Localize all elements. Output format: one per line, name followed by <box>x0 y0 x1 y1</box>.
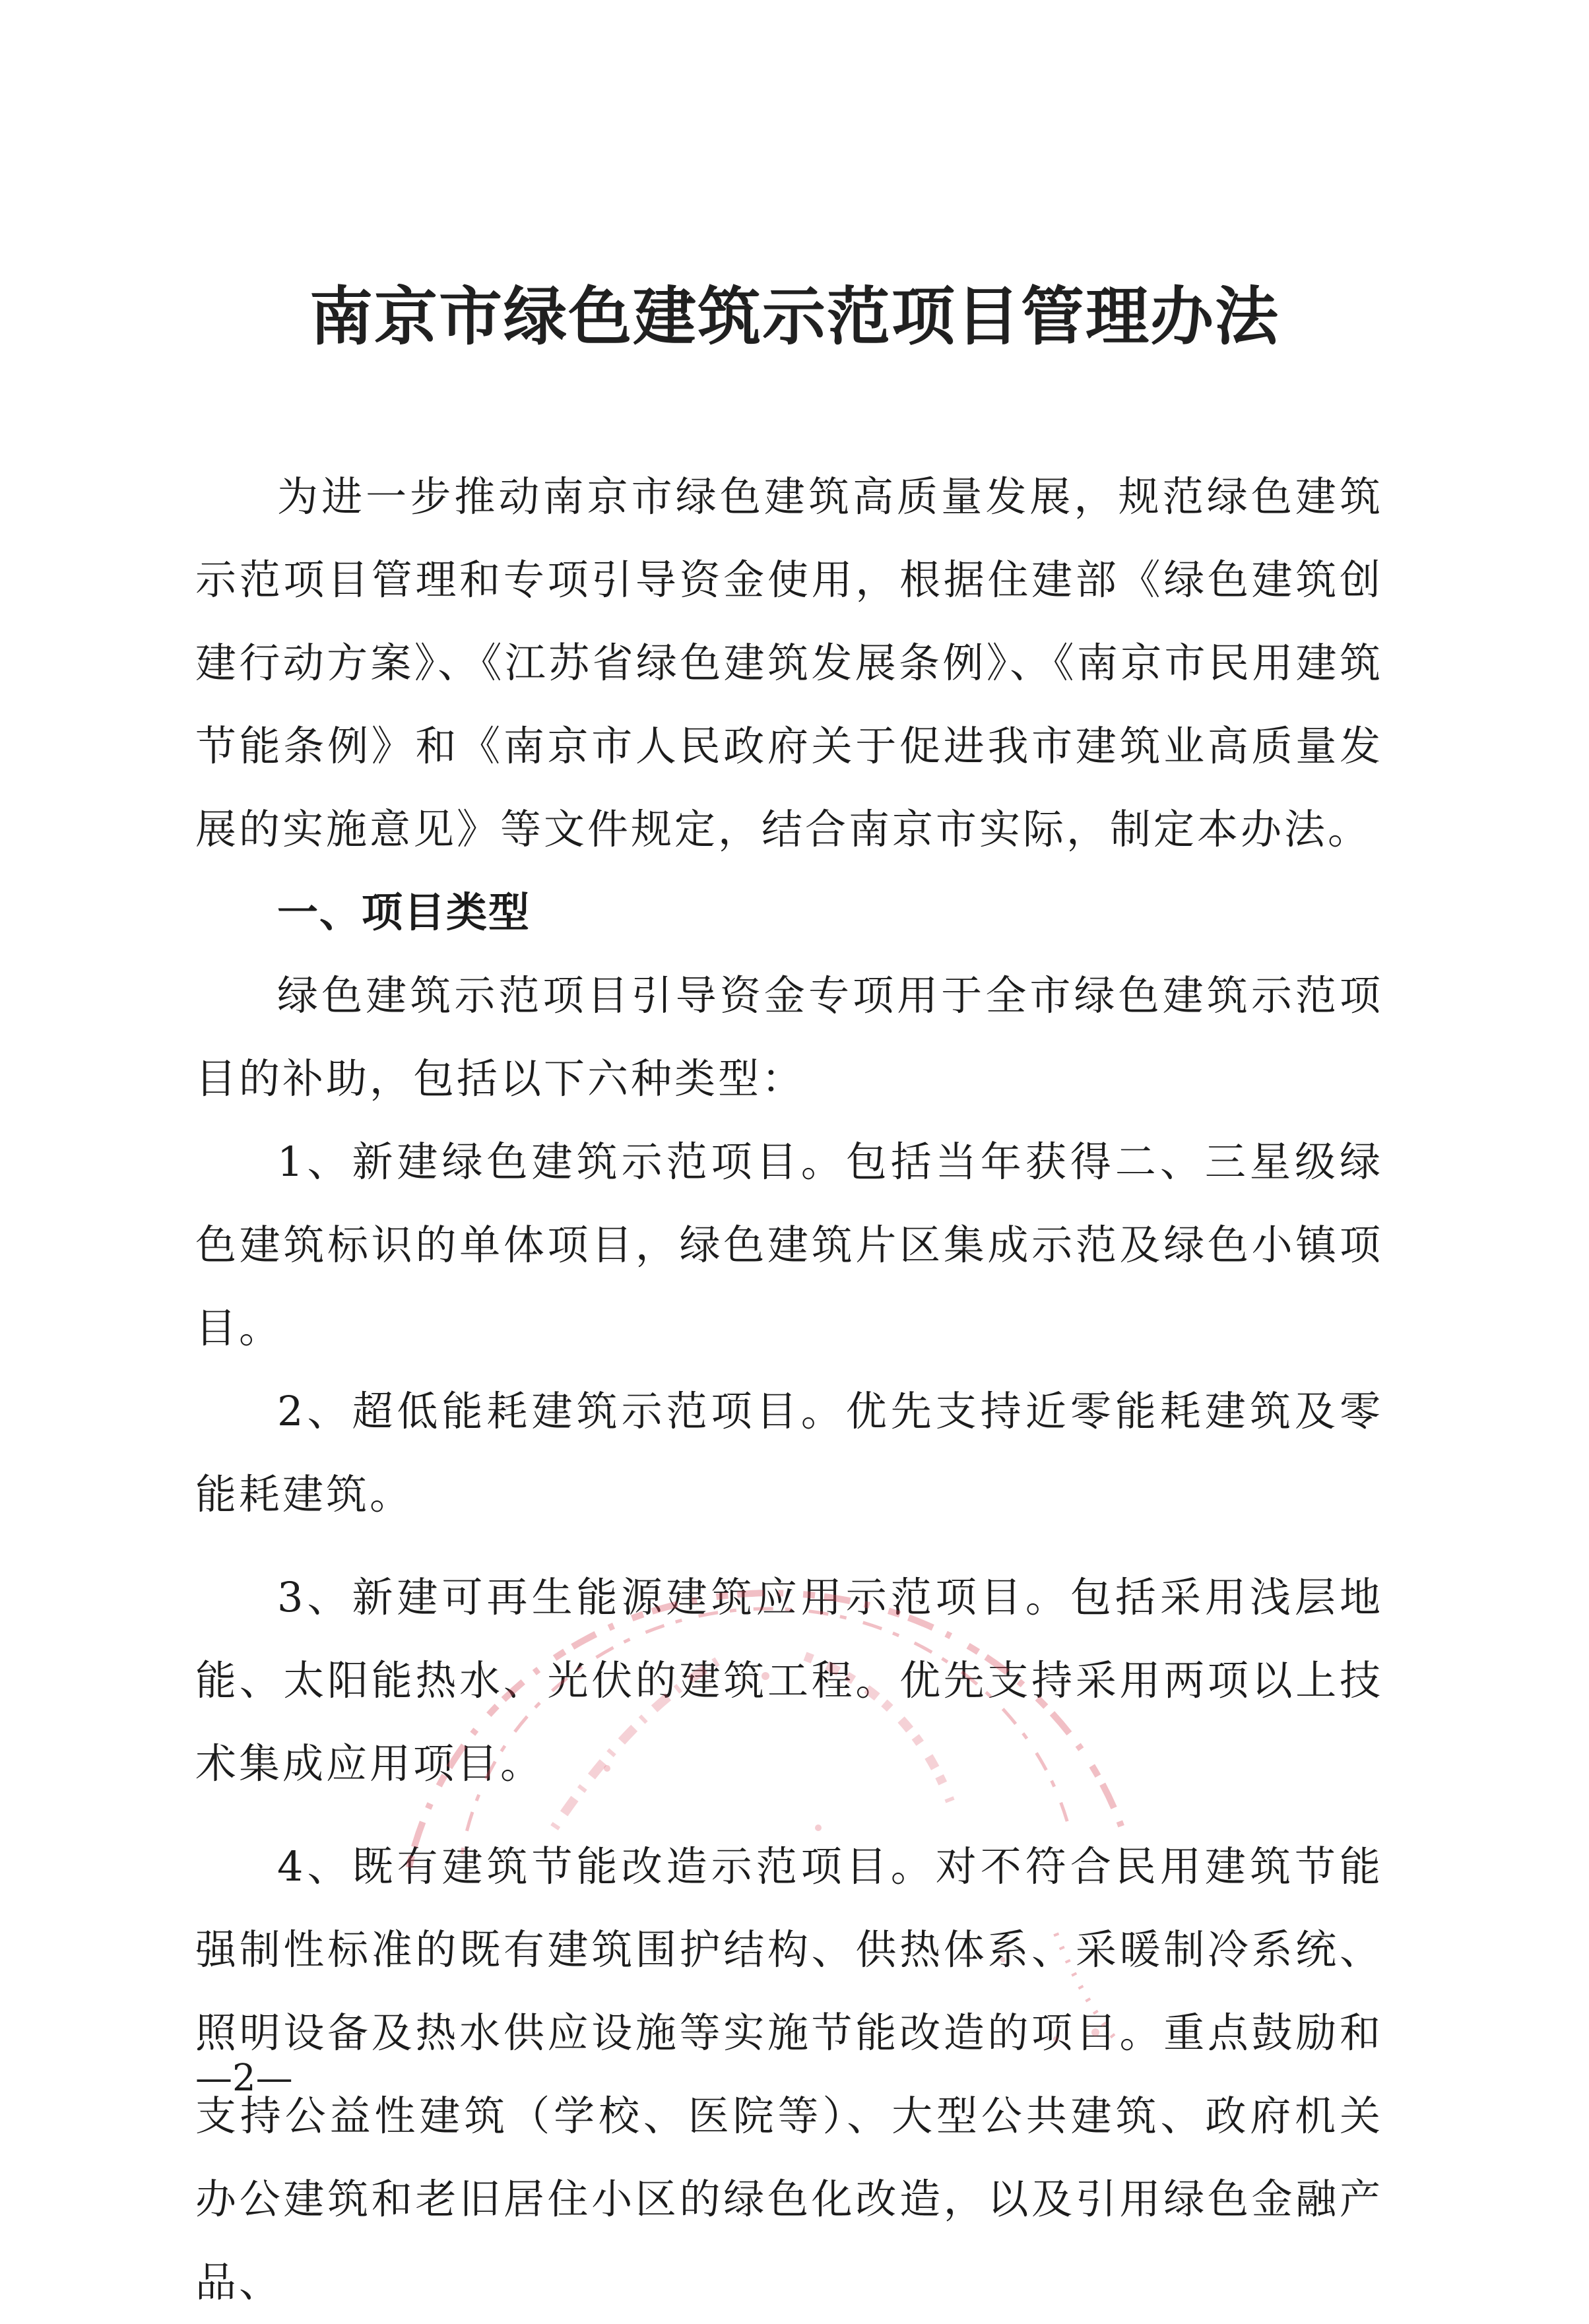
section-heading-project-types: 一、项目类型 <box>277 888 531 936</box>
paragraph-item-2: 2、超低能耗建筑示范项目。优先支持近零能耗建筑及零能耗建筑。 <box>195 1387 1383 1518</box>
paragraph-item-4: 4、既有建筑节能改造示范项目。对不符合民用建筑节能强制性标准的既有建筑围护结构、供热体系、采暖制冷系统、照明设备及热水供应设施等实施节能改造的项目。重点鼓励和支持公益性建筑（学校、医院等）、大型公共建筑、政府机关办公建筑和老旧居住小区的绿色化改造，以及引用绿色金融产品、 <box>195 1842 1383 2306</box>
document-body <box>195 455 1383 2324</box>
paragraph-item-3: 3、新建可再生能源建筑应用示范项目。包括采用浅层地能、太阳能热水、光伏的建筑工程。优先支持采用两项以上技术集成应用项目。 <box>195 1573 1383 1788</box>
intro-paragraph: 为进一步推动南京市绿色建筑高质量发展，规范绿色建筑示范项目管理和专项引导资金使用，根据住建部《绿色建筑创建行动方案》、《江苏省绿色建筑发展条例》、《南京市民用建筑节能条例》和《南京市人民政府关于促进我市建筑业高质量发展的实施意见》等文件规定，结合南京市实际，制定本办法。 <box>195 472 1383 853</box>
paragraph-item-1: 1、新建绿色建筑示范项目。包括当年获得二、三星级绿色建筑标识的单体项目，绿色建筑片区集成示范及绿色小镇项目。 <box>195 1138 1383 1352</box>
document-title: 南京市绿色建筑示范项目管理办法 <box>309 280 1280 354</box>
paragraph-overview: 绿色建筑示范项目引导资金专项用于全市绿色建筑示范项目的补助，包括以下六种类型： <box>195 971 1383 1103</box>
page-number: —2— <box>195 2057 293 2100</box>
